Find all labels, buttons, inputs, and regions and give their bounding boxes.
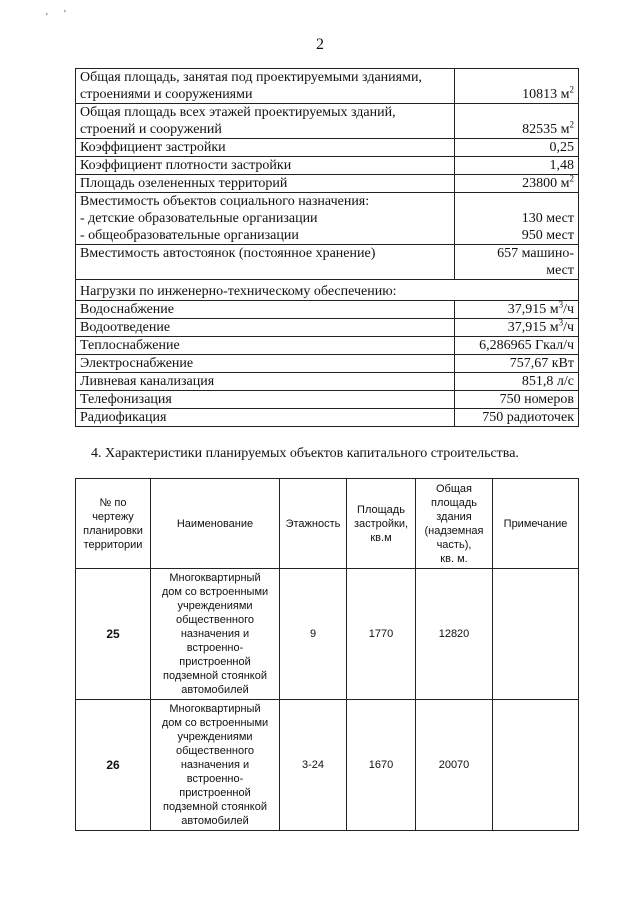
row-total-area: 20070 — [416, 700, 493, 831]
scan-speck: ' — [46, 12, 48, 23]
table-row — [76, 104, 579, 139]
table-row — [76, 280, 579, 301]
load-label: Ливневая канализация — [76, 373, 455, 391]
load-label: Радиофикация — [76, 409, 455, 427]
table-row — [76, 157, 579, 175]
section-title: 4. Характеристики планируемых объектов капитального строительства. — [91, 446, 519, 461]
indicator-value: 82535 $м^2$ — [455, 104, 579, 139]
indicator-label: Коэффициент плотности застройки — [76, 157, 455, 175]
indicator-label: Коэффициент застройки — [76, 139, 455, 157]
loads-title: Нагрузки по инженерно-техническому обеспечению: — [76, 280, 579, 301]
load-value: 750 радиоточек — [455, 409, 579, 427]
objects-table — [75, 478, 579, 831]
row-note — [493, 569, 579, 700]
header-area: Площадь застройки, кв.м — [347, 479, 416, 569]
indicator-value: 10813 $м^2$ — [455, 69, 579, 104]
indicator-label: Общая площадь, занятая под проектируемыми зданиями, строениями и сооружениями — [76, 69, 455, 104]
load-value: 6,286965 Гкал/ч — [455, 337, 579, 355]
table-row — [76, 569, 579, 700]
header-floors: Этажность — [280, 479, 347, 569]
load-value: 750 номеров — [455, 391, 579, 409]
header-note: Примечание — [493, 479, 579, 569]
table-row — [76, 337, 579, 355]
table-row — [76, 319, 579, 337]
indicator-value: 23800 $м^2$ — [455, 175, 579, 193]
parking-label: Вместимость автостоянок (постоянное хранение) — [76, 245, 455, 280]
indicator-label: Площадь озелененных территорий — [76, 175, 455, 193]
table-row — [76, 391, 579, 409]
table-row — [76, 373, 579, 391]
load-label: Водоотведение — [76, 319, 455, 337]
load-label: Теплоснабжение — [76, 337, 455, 355]
schools-value: 950 мест — [521, 228, 574, 243]
table-header-row — [76, 479, 579, 569]
table-row — [76, 175, 579, 193]
row-total-area: 12820 — [416, 569, 493, 700]
table-row — [76, 139, 579, 157]
header-total-area: Общая площадь здания (надземная часть), кв. м. — [416, 479, 493, 569]
row-name: Многоквартирный дом со встроенными учреждениями общественного назначения и встроенно- пристроенной подземной стоянкой автомобилей — [151, 569, 280, 700]
table-row — [76, 700, 579, 831]
table-row — [76, 245, 579, 280]
row-note — [493, 700, 579, 831]
row-floors: 9 — [280, 569, 347, 700]
load-label: Телефонизация — [76, 391, 455, 409]
indicator-value: 1,48 — [455, 157, 579, 175]
parking-value: 657 машино- мест — [455, 245, 579, 280]
row-name: Многоквартирный дом со встроенными учреждениями общественного назначения и встроенно- пристроенной подземной стоянкой автомобилей — [151, 700, 280, 831]
table-row — [76, 355, 579, 373]
page-number: 2 — [316, 36, 324, 53]
row-area: 1670 — [347, 700, 416, 831]
schools-label: - общеобразовательные организации — [80, 228, 299, 243]
scan-speck: ' — [64, 9, 66, 20]
row-num: 25 — [76, 569, 151, 700]
indicator-label: Общая площадь всех этажей проектируемых зданий, строений и сооружений — [76, 104, 455, 139]
header-name: Наименование — [151, 479, 280, 569]
table-row — [76, 193, 579, 245]
header-num: № по чертежу планировки территории — [76, 479, 151, 569]
social-values-cell — [455, 193, 579, 245]
indicator-value: 0,25 — [455, 139, 579, 157]
kindergartens-label: - детские образовательные организации — [80, 211, 318, 226]
load-value: 851,8 л/с — [455, 373, 579, 391]
table-row — [76, 69, 579, 104]
indicators-table — [75, 68, 579, 427]
kindergartens-value: 130 мест — [521, 211, 574, 226]
table-row — [76, 409, 579, 427]
load-label: Электроснабжение — [76, 355, 455, 373]
row-num: 26 — [76, 700, 151, 831]
table-row — [76, 301, 579, 319]
load-value: 757,67 кВт — [455, 355, 579, 373]
row-area: 1770 — [347, 569, 416, 700]
row-floors: 3-24 — [280, 700, 347, 831]
load-label: Водоснабжение — [76, 301, 455, 319]
load-value: 37,915 $м^3/ч$ — [455, 301, 579, 319]
social-objects-cell — [76, 193, 455, 245]
social-title: Вместимость объектов социального назначения: — [80, 194, 370, 209]
load-value: 37,915 $м^3/ч$ — [455, 319, 579, 337]
